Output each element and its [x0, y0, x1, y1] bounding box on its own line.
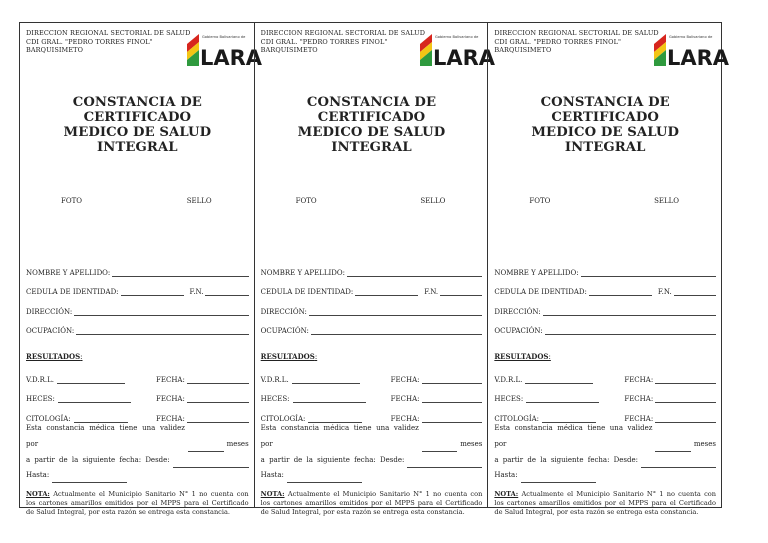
photo-label: FOTO: [529, 197, 551, 205]
id-field[interactable]: CEDULA DE IDENTIDAD: F.N.: [494, 277, 716, 297]
header-line-3: BARQUISIMETO: [260, 46, 318, 54]
vdrl-row: V.D.R.L. FECHA:: [26, 364, 249, 384]
certificate-title: CONSTANCIA DE CERTIFICADO MEDICO DE SALUD INTEGRAL: [63, 95, 212, 155]
lara-logo: [652, 30, 730, 70]
logo-word: LARA: [667, 46, 730, 70]
stamp-label: SELLO: [186, 197, 212, 205]
stamp-label: SELLO: [420, 197, 446, 205]
heces-row: HECES: FECHA:: [26, 384, 249, 404]
note-text: NOTA: Actualmente el Municipio Sanitario N° 1 no cuenta con los cartones amarillos emitidos por el MPPS para el Certificado de Salud Integral, por esta razón se entrega esta constancia.: [26, 490, 249, 516]
occupation-field[interactable]: OCUPACIÓN:: [261, 316, 483, 336]
validity-text: Esta constancia médica tiene una validez por meses a partir de la siguiente fecha: Desde: Hasta:: [261, 437, 483, 484]
lara-logo: [185, 30, 262, 70]
logo-word: LARA: [199, 46, 262, 70]
citologia-row: CITOLOGÍA: FECHA:: [494, 403, 716, 423]
results-title: RESULTADOS:: [26, 352, 83, 361]
photo-label: FOTO: [61, 197, 83, 205]
validity-text: Esta constancia médica tiene una validez por meses a partir de la siguiente fecha: Desde: Hasta:: [26, 437, 249, 484]
logo-caption: Gobierno Bolivariano de: [669, 35, 713, 39]
occupation-field[interactable]: OCUPACIÓN:: [26, 316, 249, 336]
id-field[interactable]: CEDULA DE IDENTIDAD: F.N.: [26, 277, 249, 297]
card-header: [26, 29, 262, 70]
note-text: NOTA: Actualmente el Municipio Sanitario N° 1 no cuenta con los cartones amarillos emitidos por el MPPS para el Certificado de Salud Integral, por esta razón se entrega esta constancia.: [494, 490, 717, 516]
photo-label: FOTO: [295, 197, 317, 205]
address-field[interactable]: DIRECCIÓN:: [494, 296, 716, 316]
header-line-2: CDI GRAL. "PEDRO TORRES FINOL": [494, 37, 622, 46]
card-header: [260, 29, 496, 70]
stamp-label: SELLO: [654, 197, 680, 205]
id-field[interactable]: CEDULA DE IDENTIDAD: F.N.: [261, 277, 483, 297]
name-field[interactable]: NOMBRE Y APELLIDO:: [494, 257, 716, 277]
results-title: RESULTADOS:: [260, 352, 318, 361]
validity-text: Esta constancia médica tiene una validez por meses a partir de la siguiente fecha: Desde: Hasta:: [494, 437, 716, 484]
name-field[interactable]: NOMBRE Y APELLIDO:: [261, 257, 483, 277]
logo-caption: Gobierno Bolivariano de: [201, 35, 245, 39]
citologia-row: CITOLOGÍA: FECHA:: [261, 403, 483, 423]
header-line-3: BARQUISIMETO: [494, 46, 552, 54]
name-field[interactable]: NOMBRE Y APELLIDO:: [26, 257, 249, 277]
citologia-row: CITOLOGÍA: FECHA:: [26, 403, 249, 423]
vdrl-row: V.D.R.L. FECHA:: [261, 364, 483, 384]
note-text: NOTA: Actualmente el Municipio Sanitario N° 1 no cuenta con los cartones amarillos emitidos por el MPPS para el Certificado de Salud Integral, por esta razón se entrega esta constancia.: [260, 490, 483, 516]
vdrl-row: V.D.R.L. FECHA:: [494, 364, 716, 384]
logo-caption: Gobierno Bolivariano de: [435, 35, 479, 39]
results-title: RESULTADOS:: [494, 352, 551, 361]
header-line-1: DIRECCION REGIONAL SECTORIAL DE SALUD: [26, 29, 191, 37]
certificate-card-2: [254, 23, 496, 516]
heces-row: HECES: FECHA:: [261, 384, 483, 404]
heces-row: HECES: FECHA:: [494, 384, 716, 404]
certificate-card-1: [20, 23, 262, 516]
card-header: [494, 29, 730, 70]
lara-logo: [418, 30, 496, 70]
certificate-title: CONSTANCIA DE CERTIFICADO MEDICO DE SALUD INTEGRAL: [531, 95, 679, 155]
certificate-card-3: [487, 23, 730, 516]
logo-word: LARA: [433, 46, 496, 70]
header-line-1: DIRECCION REGIONAL SECTORIAL DE SALUD: [494, 29, 659, 37]
address-field[interactable]: DIRECCIÓN:: [261, 296, 483, 316]
header-line-2: CDI GRAL. "PEDRO TORRES FINOL": [26, 37, 153, 46]
certificate-sheet: [19, 22, 730, 516]
header-line-1: DIRECCION REGIONAL SECTORIAL DE SALUD: [260, 29, 426, 37]
occupation-field[interactable]: OCUPACIÓN:: [494, 316, 716, 336]
header-line-2: CDI GRAL. "PEDRO TORRES FINOL": [260, 37, 388, 46]
certificate-title: CONSTANCIA DE CERTIFICADO MEDICO DE SALUD INTEGRAL: [297, 95, 446, 155]
header-line-3: BARQUISIMETO: [26, 46, 84, 54]
address-field[interactable]: DIRECCIÓN:: [26, 296, 249, 316]
